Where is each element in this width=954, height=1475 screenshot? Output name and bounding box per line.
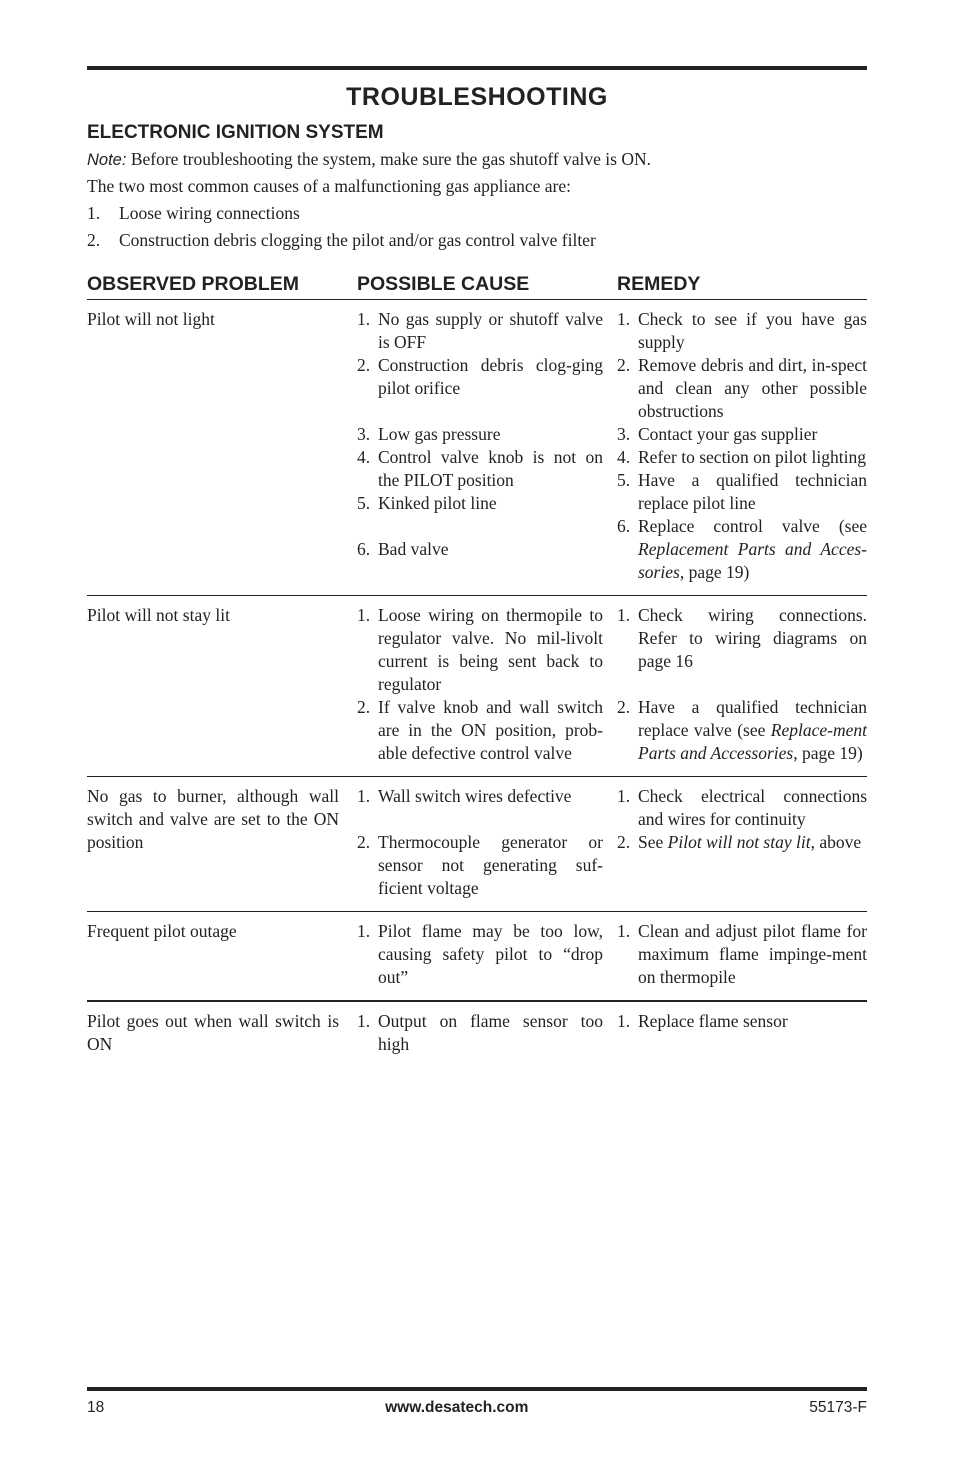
cause-cell [357, 785, 617, 900]
top-rule [87, 66, 867, 70]
table-row [87, 777, 867, 912]
list-item: 2. See Pilot will not stay lit, above [617, 832, 862, 852]
page-footer [87, 1387, 867, 1417]
list-item: 1. Pilot flame may be too low, causing safety pilot to “drop out” [357, 921, 603, 987]
list-item: 5. Kinked pilot line [357, 493, 497, 513]
list-item: 1. No gas supply or shutoff valve is OFF [357, 309, 603, 352]
remedy-cell [617, 308, 867, 584]
section-subtitle: ELECTRONIC IGNITION SYSTEM [87, 122, 384, 143]
list-item: 1. Check electrical connections and wires for continuity [617, 786, 867, 829]
remedy-cell [617, 785, 867, 900]
page-number: 18 [87, 1399, 105, 1416]
column-header-problem: OBSERVED PROBLEM [87, 273, 300, 295]
cause-cell [357, 308, 617, 584]
list-item: 3. Contact your gas supplier [617, 424, 818, 444]
list-item: 1. Replace flame sensor [617, 1011, 788, 1031]
problem-cell: Frequent pilot outage [87, 921, 237, 941]
note-label: Note: [87, 151, 127, 169]
list-item: 5. Have a qualified technician replace pilot line [617, 470, 867, 513]
column-header-remedy: REMEDY [617, 273, 701, 295]
list-item: 1. Output on flame sensor too high [357, 1011, 603, 1054]
list-item: 1. Check wiring connections. Refer to wiring diagrams on page 16 [617, 605, 867, 671]
note-text: Before troubleshooting the system, make sure the gas shutoff valve is ON. [126, 149, 652, 169]
list-item: 1. Check to see if you have gas supply [617, 309, 867, 352]
list-item: 1. Wall switch wires defective [357, 786, 572, 806]
list-item: 6. Replace control valve (see Replacement Parts and Acces-sories, page 19) [617, 516, 867, 582]
problem-cell: Pilot goes out when wall switch is ON [87, 1011, 339, 1054]
list-item: 3. Low gas pressure [357, 424, 501, 444]
cause-cell [357, 604, 617, 765]
list-item: 1. Loose wiring on thermopile to regulator valve. No mil-livolt current is being sent back to regulator [357, 605, 603, 694]
common-causes-list [87, 202, 867, 252]
note-paragraph [87, 148, 867, 172]
list-item: 4. Refer to section on pilot lighting [617, 447, 866, 467]
list-item: 2. Have a qualified technician replace valve (see Replace-ment Parts and Accessories, page 19) [617, 697, 867, 763]
table-row [87, 912, 867, 1002]
footer-rule [87, 1387, 867, 1391]
remedy-cell [617, 1010, 867, 1056]
list-item: 1. Clean and adjust pilot flame for maximum flame impinge-ment on thermopile [617, 921, 867, 987]
website-link[interactable]: www.desatech.com [385, 1399, 529, 1416]
cause-cell [357, 1010, 617, 1056]
column-header-cause: POSSIBLE CAUSE [357, 273, 530, 295]
problem-cell: No gas to burner, although wall switch and valve are set to the ON position [87, 786, 339, 852]
list-item: 2. Construction debris clog-ging pilot orifice [357, 355, 603, 398]
list-item: 6. Bad valve [357, 539, 449, 559]
document-page [87, 66, 867, 1067]
table-row [87, 596, 867, 777]
remedy-cell [617, 920, 867, 989]
table-header [87, 273, 867, 300]
remedy-cell [617, 604, 867, 765]
cause-cell [357, 920, 617, 989]
list-item: 2. If valve knob and wall switch are in the ON position, prob-able defective control valve [357, 697, 603, 763]
page-title: TROUBLESHOOTING [346, 83, 608, 111]
table-row [87, 1002, 867, 1067]
intro-paragraph: The two most common causes of a malfunctioning gas appliance are: [87, 176, 572, 196]
list-item: 1. Loose wiring connections [87, 203, 300, 223]
table-row [87, 300, 867, 596]
problem-cell: Pilot will not stay lit [87, 605, 230, 625]
problem-cell: Pilot will not light [87, 309, 215, 329]
list-item: 4. Control valve knob is not on the PILOT position [357, 447, 603, 490]
list-item: 2. Remove debris and dirt, in-spect and clean any other possible obstructions [617, 355, 867, 421]
list-item: 2. Construction debris clogging the pilot and/or gas control valve filter [87, 230, 596, 250]
document-number: 55173-F [809, 1399, 867, 1416]
list-item: 2. Thermocouple generator or sensor not generating suf-ficient voltage [357, 832, 603, 898]
